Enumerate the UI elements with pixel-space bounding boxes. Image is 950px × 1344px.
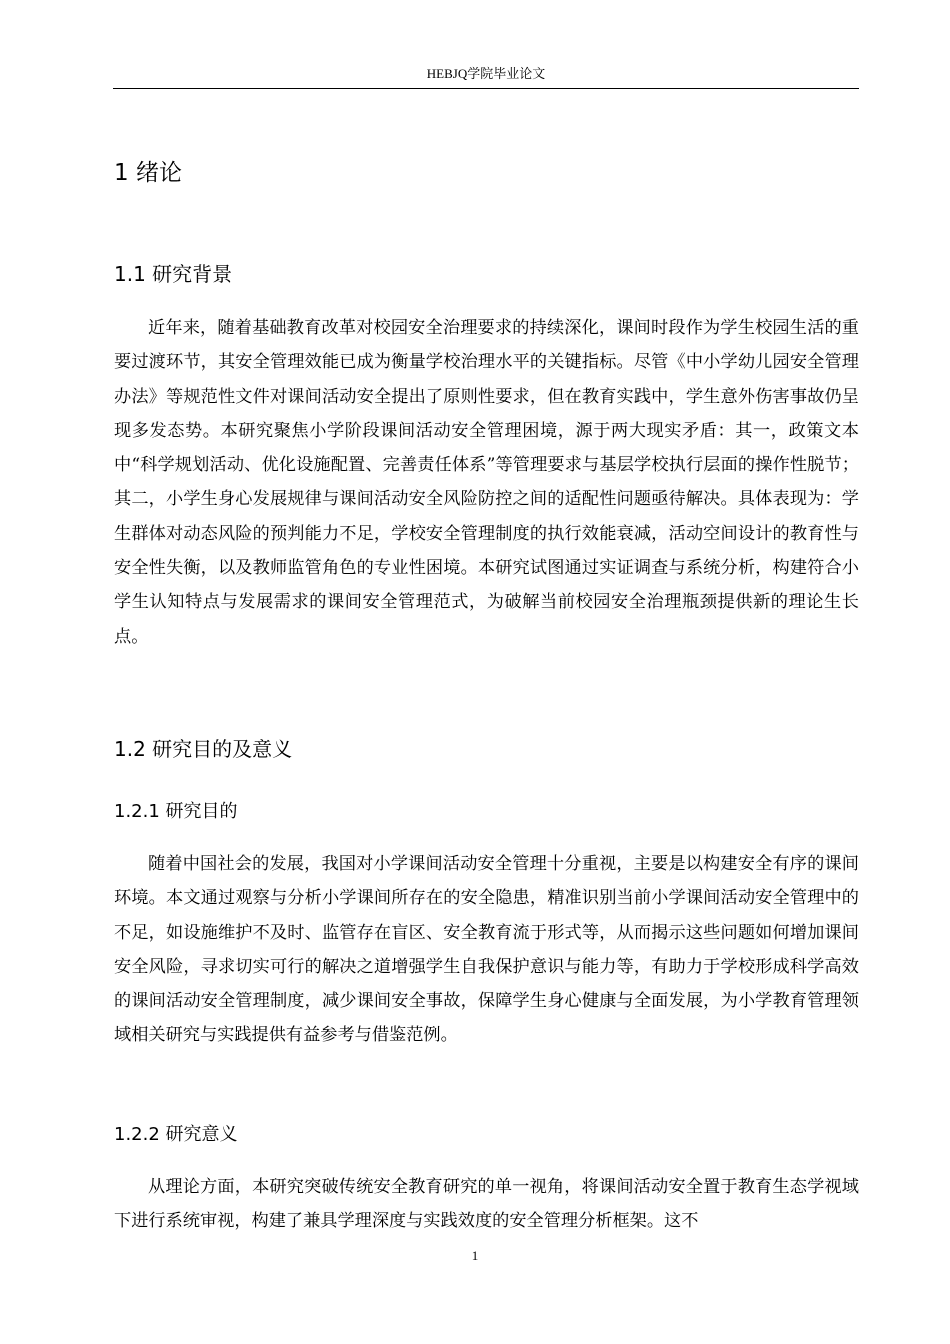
section-heading-1-2: 1.2 研究目的及意义 — [114, 737, 293, 761]
section-1-1-paragraph: 近年来，随着基础教育改革对校园安全治理要求的持续深化，课间时段作为学生校园生活的重要过渡环节，其安全管理效能已成为衡量学校治理水平的关键指标。尽管《中小学幼儿园安全管理办法》等规范性文件对课间活动安全提出了原则性要求，但在教育实践中，学生意外伤害事故仍呈现多发态势。本研究聚焦小学阶段课间活动安全管理困境，源于两大现实矛盾：其一，政策文本中“科学规划活动、优化设施配置、完善责任体系”等管理要求与基层学校执行层面的操作性脱节；其二，小学生身心发展规律与课间活动安全风险防控之间的适配性问题亟待解决。具体表现为：学生群体对动态风险的预判能力不足，学校安全管理制度的执行效能衰减，活动空间设计的教育性与安全性失衡，以及教师监管角色的专业性困境。本研究试图通过实证调查与系统分析，构建符合小学生认知特点与发展需求的课间安全管理范式，为破解当前校园安全治理瓶颈提供新的理论生长点。 — [114, 318, 859, 647]
section-heading-1-2-2: 1.2.2 研究意义 — [114, 1124, 238, 1145]
running-header-title: HEBJQ学院毕业论文 — [426, 66, 546, 81]
running-header — [113, 64, 859, 89]
section-1-2-2-paragraph: 从理论方面，本研究突破传统安全教育研究的单一视角，将课间活动安全置于教育生态学视域下进行系统审视，构建了兼具学理深度与实践效度的安全管理分析框架。这不 — [114, 1177, 859, 1232]
chapter-title: 1 绪论 — [114, 160, 182, 186]
section-1-2-1-paragraph: 随着中国社会的发展，我国对小学课间活动安全管理十分重视，主要是以构建安全有序的课间环境。本文通过观察与分析小学课间所存在的安全隐患，精准识别当前小学课间活动安全管理中的不足，如设施维护不及时、监管存在盲区、安全教育流于形式等，从而揭示这些问题如何增加课间安全风险，寻求切实可行的解决之道增强学生自我保护意识与能力等，有助力于学校形成科学高效的课间活动安全管理制度，减少课间安全事故，保障学生身心健康与全面发展，为小学教育管理领域相关研究与实践提供有益参考与借鉴范例。 — [114, 854, 859, 1046]
page-number: 1 — [471, 1248, 479, 1263]
section-heading-1-2-1: 1.2.1 研究目的 — [114, 801, 238, 822]
section-heading-1-1: 1.1 研究背景 — [114, 262, 233, 286]
